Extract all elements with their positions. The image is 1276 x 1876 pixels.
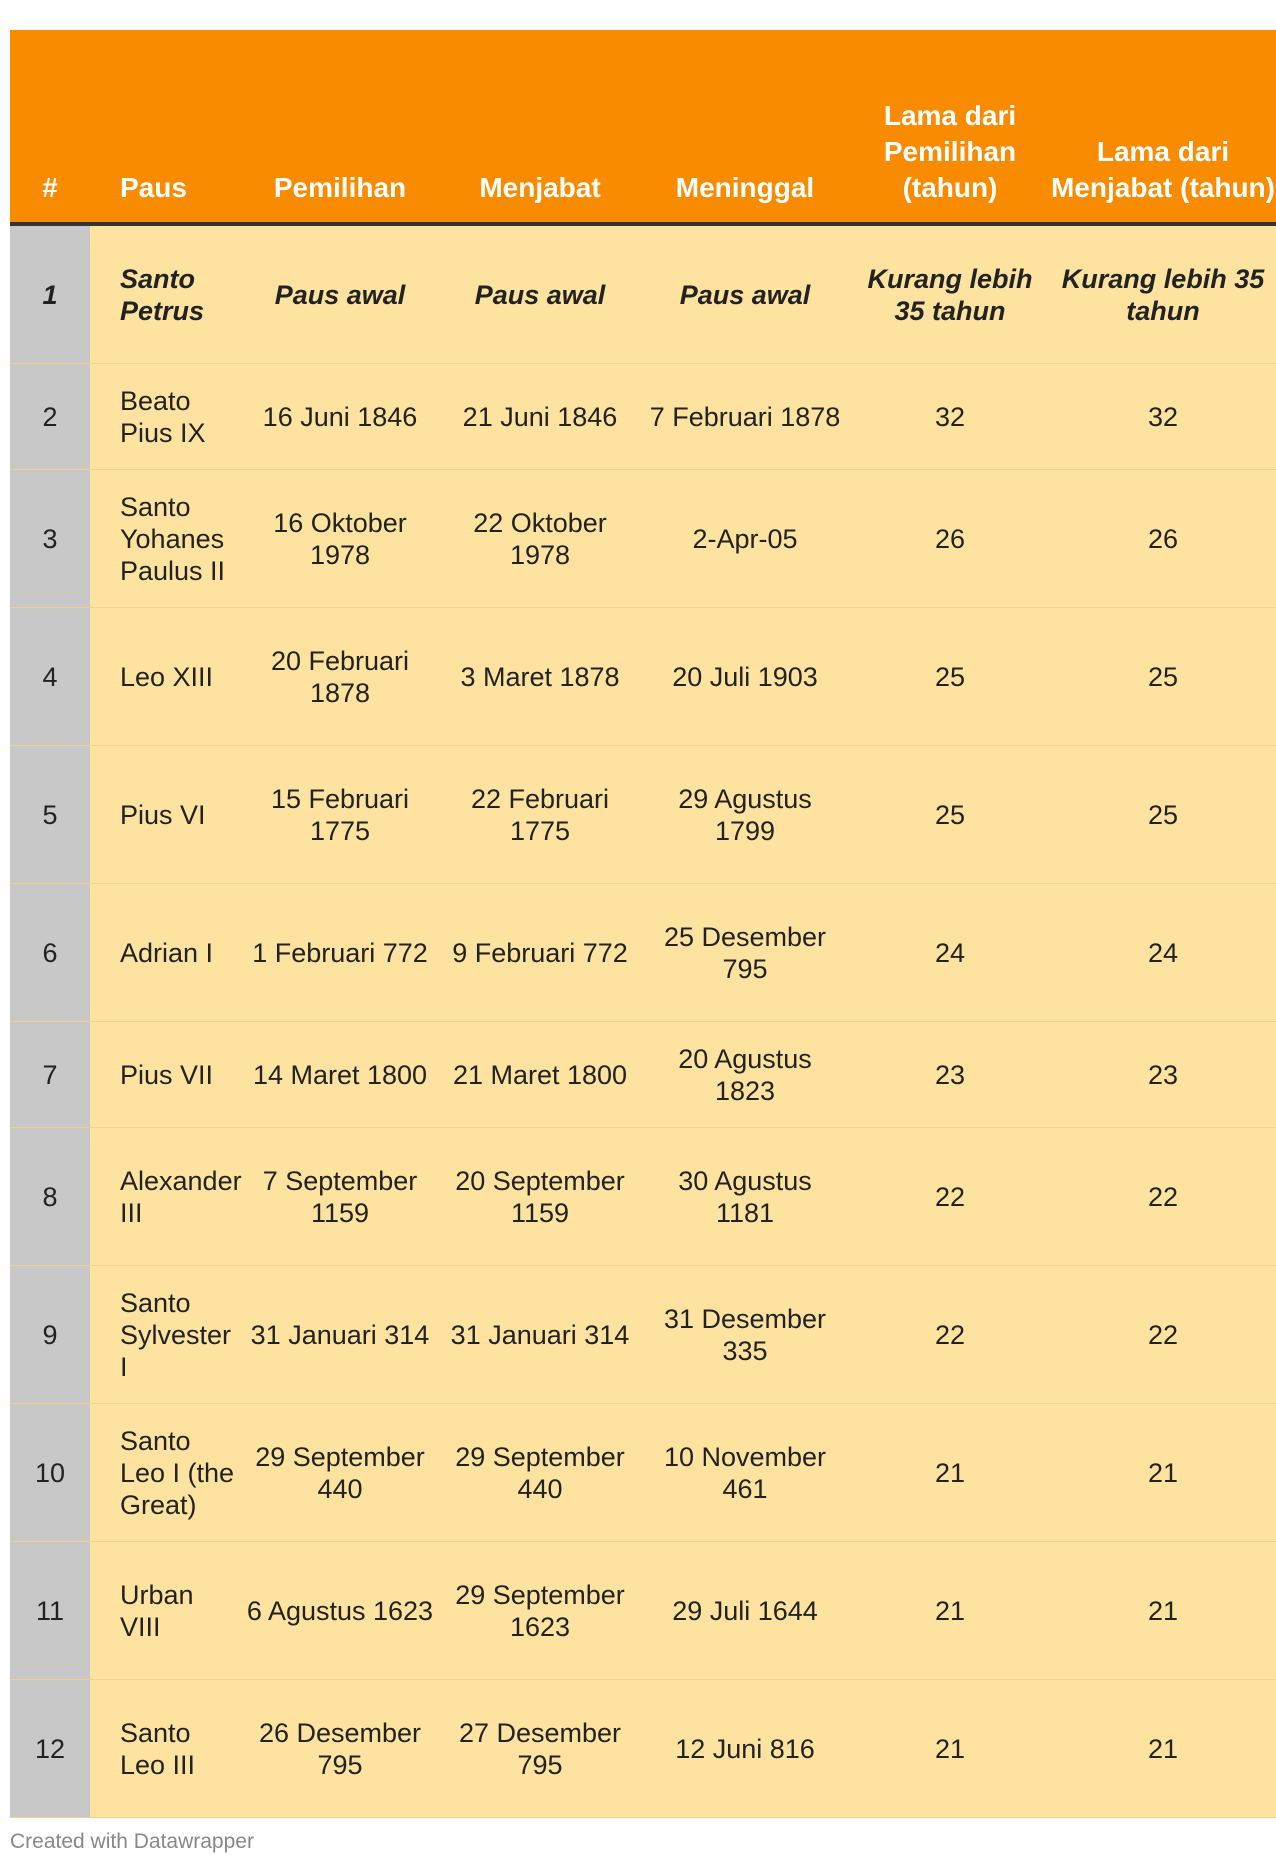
row-number-cell: 6 [10, 884, 90, 1022]
length-from-election-cell: 24 [850, 884, 1050, 1022]
length-from-election-cell: 21 [850, 1404, 1050, 1542]
death-date-cell: 29 Juli 1644 [640, 1542, 850, 1680]
inauguration-date-cell: 21 Maret 1800 [440, 1022, 640, 1128]
row-number-cell: 7 [10, 1022, 90, 1128]
length-from-inauguration-cell: 25 [1050, 608, 1276, 746]
table-row [10, 608, 1276, 746]
pope-name-cell: Santo Leo III [90, 1680, 240, 1818]
election-date-cell: 14 Maret 1800 [240, 1022, 440, 1128]
inauguration-date-cell: 29 September 440 [440, 1404, 640, 1542]
row-number-cell: 8 [10, 1128, 90, 1266]
length-from-election-cell: 23 [850, 1022, 1050, 1128]
inauguration-date-cell: 22 Februari 1775 [440, 746, 640, 884]
table-header-row [10, 30, 1276, 224]
election-date-cell: 26 Desember 795 [240, 1680, 440, 1818]
pope-reign-table [10, 30, 1276, 1818]
row-number-cell: 11 [10, 1542, 90, 1680]
length-from-election-cell: 25 [850, 746, 1050, 884]
table-body [10, 224, 1276, 1818]
inauguration-date-cell: 29 September 1623 [440, 1542, 640, 1680]
header-length-from-election[interactable]: Lama dari Pemilihan (tahun) [850, 30, 1050, 224]
length-from-inauguration-cell: 24 [1050, 884, 1276, 1022]
row-number-cell: 3 [10, 470, 90, 608]
length-from-inauguration-cell: 23 [1050, 1022, 1276, 1128]
election-date-cell: 16 Juni 1846 [240, 364, 440, 470]
table-row [10, 884, 1276, 1022]
election-date-cell: 31 Januari 314 [240, 1266, 440, 1404]
pope-name-cell: Urban VIII [90, 1542, 240, 1680]
length-from-election-cell: 22 [850, 1266, 1050, 1404]
row-number-cell: 10 [10, 1404, 90, 1542]
datawrapper-credit[interactable]: Created with Datawrapper [10, 1830, 254, 1853]
death-date-cell: Paus awal [640, 224, 850, 364]
death-date-cell: 25 Desember 795 [640, 884, 850, 1022]
pope-name-cell: Beato Pius IX [90, 364, 240, 470]
length-from-inauguration-cell: 22 [1050, 1266, 1276, 1404]
table-row [10, 1022, 1276, 1128]
pope-name-cell: Alexander III [90, 1128, 240, 1266]
row-number-cell: 5 [10, 746, 90, 884]
length-from-election-cell: 22 [850, 1128, 1050, 1266]
table-row [10, 746, 1276, 884]
death-date-cell: 31 Desember 335 [640, 1266, 850, 1404]
inauguration-date-cell: 3 Maret 1878 [440, 608, 640, 746]
header-length-from-inauguration[interactable]: Lama dari Menjabat (tahun) [1050, 30, 1276, 224]
row-number-cell: 1 [10, 224, 90, 364]
death-date-cell: 20 Agustus 1823 [640, 1022, 850, 1128]
pope-reign-table-container [10, 30, 1275, 1800]
table-row [10, 1680, 1276, 1818]
row-number-cell: 2 [10, 364, 90, 470]
length-from-election-cell: 26 [850, 470, 1050, 608]
table-row [10, 1128, 1276, 1266]
inauguration-date-cell: 22 Oktober 1978 [440, 470, 640, 608]
death-date-cell: 12 Juni 816 [640, 1680, 850, 1818]
length-from-election-cell: 25 [850, 608, 1050, 746]
death-date-cell: 20 Juli 1903 [640, 608, 850, 746]
pope-name-cell: Pius VII [90, 1022, 240, 1128]
length-from-inauguration-cell: 21 [1050, 1404, 1276, 1542]
death-date-cell: 29 Agustus 1799 [640, 746, 850, 884]
inauguration-date-cell: 31 Januari 314 [440, 1266, 640, 1404]
length-from-election-cell: 32 [850, 364, 1050, 470]
length-from-election-cell: Kurang lebih 35 tahun [850, 224, 1050, 364]
election-date-cell: 20 Februari 1878 [240, 608, 440, 746]
pope-name-cell: Leo XIII [90, 608, 240, 746]
election-date-cell: 7 September 1159 [240, 1128, 440, 1266]
election-date-cell: Paus awal [240, 224, 440, 364]
inauguration-date-cell: 27 Desember 795 [440, 1680, 640, 1818]
election-date-cell: 1 Februari 772 [240, 884, 440, 1022]
header-election[interactable]: Pemilihan [240, 30, 440, 224]
table-row [10, 224, 1276, 364]
inauguration-date-cell: 20 September 1159 [440, 1128, 640, 1266]
header-pope[interactable]: Paus [90, 30, 240, 224]
inauguration-date-cell: 9 Februari 772 [440, 884, 640, 1022]
pope-name-cell: Santo Yohanes Paulus II [90, 470, 240, 608]
length-from-election-cell: 21 [850, 1542, 1050, 1680]
pope-name-cell: Santo Sylvester I [90, 1266, 240, 1404]
table-row [10, 1266, 1276, 1404]
table-row [10, 1542, 1276, 1680]
inauguration-date-cell: 21 Juni 1846 [440, 364, 640, 470]
row-number-cell: 12 [10, 1680, 90, 1818]
row-number-cell: 9 [10, 1266, 90, 1404]
length-from-inauguration-cell: 26 [1050, 470, 1276, 608]
row-number-cell: 4 [10, 608, 90, 746]
election-date-cell: 6 Agustus 1623 [240, 1542, 440, 1680]
header-inauguration[interactable]: Menjabat [440, 30, 640, 224]
table-row [10, 470, 1276, 608]
length-from-election-cell: 21 [850, 1680, 1050, 1818]
pope-name-cell: Santo Petrus [90, 224, 240, 364]
election-date-cell: 15 Februari 1775 [240, 746, 440, 884]
length-from-inauguration-cell: 22 [1050, 1128, 1276, 1266]
length-from-inauguration-cell: 21 [1050, 1680, 1276, 1818]
length-from-inauguration-cell: 25 [1050, 746, 1276, 884]
pope-name-cell: Santo Leo I (the Great) [90, 1404, 240, 1542]
election-date-cell: 29 September 440 [240, 1404, 440, 1542]
pope-name-cell: Adrian I [90, 884, 240, 1022]
death-date-cell: 7 Februari 1878 [640, 364, 850, 470]
inauguration-date-cell: Paus awal [440, 224, 640, 364]
length-from-inauguration-cell: 32 [1050, 364, 1276, 470]
death-date-cell: 30 Agustus 1181 [640, 1128, 850, 1266]
header-number[interactable]: # [10, 30, 90, 224]
length-from-inauguration-cell: 21 [1050, 1542, 1276, 1680]
election-date-cell: 16 Oktober 1978 [240, 470, 440, 608]
table-row [10, 364, 1276, 470]
pope-name-cell: Pius VI [90, 746, 240, 884]
death-date-cell: 2-Apr-05 [640, 470, 850, 608]
length-from-inauguration-cell: Kurang lebih 35 tahun [1050, 224, 1276, 364]
death-date-cell: 10 November 461 [640, 1404, 850, 1542]
table-row [10, 1404, 1276, 1542]
header-death[interactable]: Meninggal [640, 30, 850, 224]
